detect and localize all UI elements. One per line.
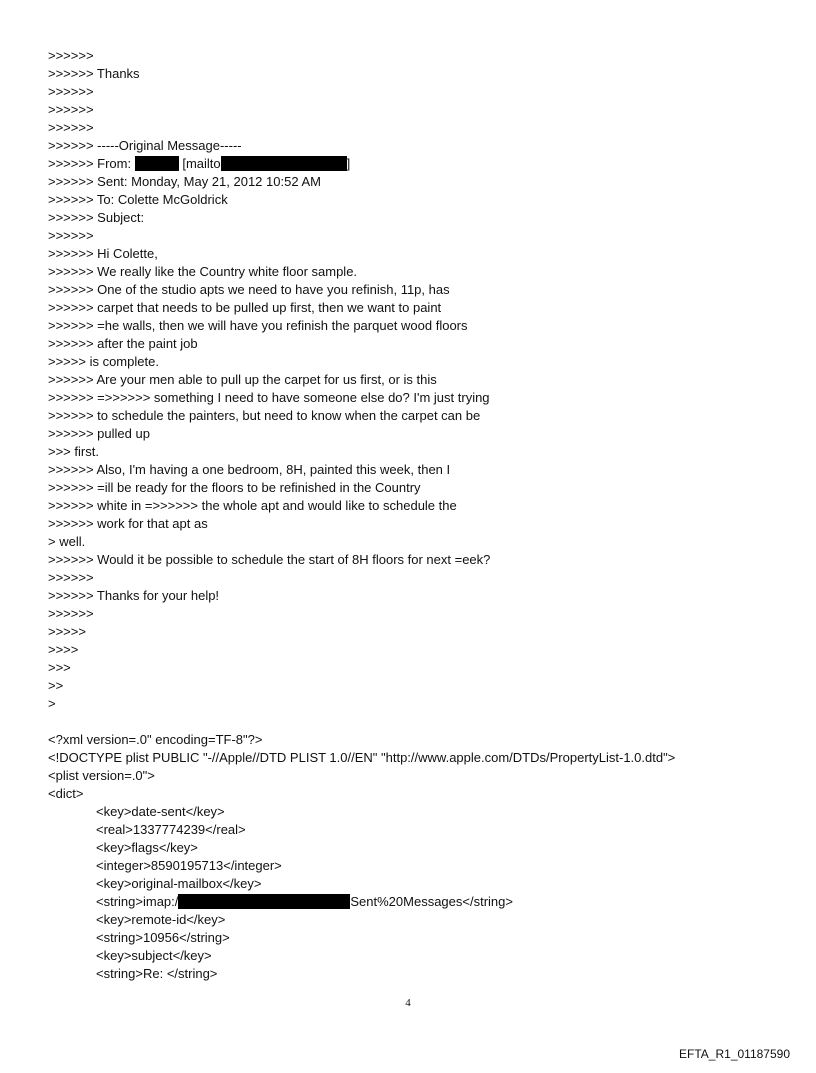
imap-prefix: <string>imap:/ <box>96 894 179 909</box>
email-line: >>>>> is complete. <box>48 354 159 369</box>
plist-entry: <string>Re: </string> <box>96 966 218 981</box>
email-line: >>>>>> Subject: <box>48 210 145 225</box>
email-line: >>>>>> Are your men able to pull up the carpet for us first, or is this <box>48 372 437 387</box>
plist-entry: <key>flags</key> <box>96 840 198 855</box>
email-line: >>>>>> Thanks for your help! <box>48 588 220 603</box>
email-line: >>>>> <box>48 624 86 639</box>
redaction-box <box>135 156 179 171</box>
email-line: >>>>>> Hi Colette, <box>48 246 158 261</box>
email-line: >>>>>> carpet that needs to be pulled up first, then we want to paint <box>48 300 442 315</box>
dict-open: <dict> <box>48 786 84 801</box>
email-line: >>>>>> Also, I'm having a one bedroom, 8H, painted this week, then I <box>48 462 451 477</box>
email-line: >>>>>> =he walls, then we will have you refinish the parquet wood floors <box>48 318 468 333</box>
email-line: > <box>48 696 56 711</box>
xml-declaration: <?xml version=.0" encoding=TF-8"?> <box>48 732 263 747</box>
email-thread <box>48 47 788 713</box>
document-id: EFTA_R1_01187590 <box>679 1047 790 1061</box>
email-line: >>>>>> =>>>>>> something I need to have someone else do? I'm just trying <box>48 390 490 405</box>
email-line: >>>>>> <box>48 84 94 99</box>
email-line: >>>>>> Sent: Monday, May 21, 2012 10:52 AM <box>48 174 321 189</box>
email-line: >>>>>> white in =>>>>>> the whole apt and would like to schedule the <box>48 498 457 513</box>
mailbox-suffix: Sent%20Messages</string> <box>350 894 513 909</box>
plist-entry: <key>date-sent</key> <box>96 804 225 819</box>
plist-entry: <key>remote-id</key> <box>96 912 226 927</box>
email-line: >>> <box>48 660 71 675</box>
plist-xml <box>48 731 788 983</box>
plist-open: <plist version=.0"> <box>48 768 155 783</box>
email-line: >>>>>> <box>48 606 94 621</box>
email-line: >>>>>> Thanks <box>48 66 140 81</box>
email-line: >>>>>> <box>48 228 94 243</box>
email-line: >>>>>> after the paint job <box>48 336 198 351</box>
plist-entry: <integer>8590195713</integer> <box>96 858 282 873</box>
email-line: >>>>>> <box>48 120 94 135</box>
email-line: >>>>>> Would it be possible to schedule the start of 8H floors for next =eek? <box>48 552 491 567</box>
xml-doctype: <!DOCTYPE plist PUBLIC "-//Apple//DTD PLIST 1.0//EN" "http://www.apple.com/DTDs/PropertyList-1.0.dtd"> <box>48 750 676 765</box>
email-line: >>> first. <box>48 444 99 459</box>
redaction-box <box>221 156 347 171</box>
email-line: >>>>>> pulled up <box>48 426 150 441</box>
email-line: >> <box>48 678 64 693</box>
dict-entries <box>48 803 788 983</box>
email-line: >>>>>> -----Original Message----- <box>48 138 242 153</box>
plist-entry: <string>10956</string> <box>96 930 230 945</box>
email-line: >>>>>> <box>48 48 94 63</box>
email-line: >>>>>> <box>48 102 94 117</box>
redaction-box <box>178 894 350 909</box>
email-line: >>>>>> <box>48 570 94 585</box>
email-line: >>>>>> We really like the Country white floor sample. <box>48 264 358 279</box>
email-line: >>>> <box>48 642 79 657</box>
plist-entry: <key>subject</key> <box>96 948 212 963</box>
email-line: >>>>>> One of the studio apts we need to have you refinish, 11p, has <box>48 282 450 297</box>
email-line: > well. <box>48 534 86 549</box>
email-line <box>48 155 788 173</box>
page-number: 4 <box>405 997 411 1009</box>
mailto-close: ] <box>346 156 351 171</box>
plist-entry <box>48 893 788 911</box>
mailto-label: [mailto <box>178 156 221 171</box>
plist-entry: <real>1337774239</real> <box>96 822 246 837</box>
plist-entry: <key>original-mailbox</key> <box>96 876 262 891</box>
from-prefix: >>>>>> From: <box>48 156 135 171</box>
email-line: >>>>>> work for that apt as <box>48 516 208 531</box>
email-line: >>>>>> =ill be ready for the floors to be refinished in the Country <box>48 480 421 495</box>
email-line: >>>>>> To: Colette McGoldrick <box>48 192 228 207</box>
email-line: >>>>>> to schedule the painters, but need to know when the carpet can be <box>48 408 481 423</box>
